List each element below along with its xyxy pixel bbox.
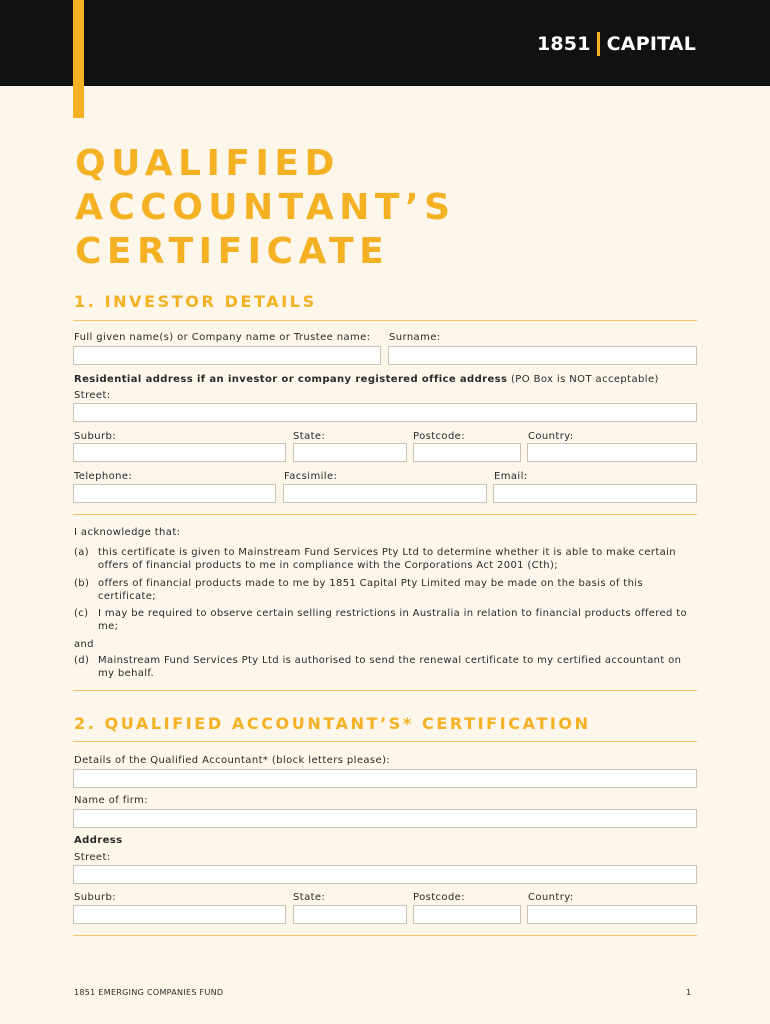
title-line: CERTIFICATE <box>75 231 390 272</box>
logo-number: 1851 <box>536 33 591 55</box>
firm-name-field[interactable] <box>73 809 697 828</box>
acknowledge-item-b <box>74 577 698 603</box>
address-note: (PO Box is NOT acceptable) <box>510 374 659 385</box>
state-label: State: <box>293 431 326 442</box>
facsimile-label: Facsimile: <box>284 471 338 482</box>
item-text: offers of financial products made to me by 1851 Capital Pty Limited may be made on the basis of this certificate; <box>98 578 643 602</box>
full-name-label: Full given name(s) or Company name or Trustee name: <box>74 332 371 343</box>
item-text: this certificate is given to Mainstream Fund Services Pty Ltd to determine whether it is able to make certain offers of financial products to me in compliance with the Corporations Act 2001 (Cth); <box>98 547 676 571</box>
firm-name-label: Name of firm: <box>74 795 149 806</box>
surname-field[interactable] <box>388 346 697 365</box>
acknowledge-and: and <box>74 639 94 650</box>
address-heading-row <box>74 374 659 385</box>
acknowledge-item-d <box>74 654 698 680</box>
state-field-2[interactable] <box>293 905 407 924</box>
accent-bar <box>73 0 84 118</box>
country-field[interactable] <box>527 443 697 462</box>
item-marker: (d) <box>74 655 90 666</box>
country-field-2[interactable] <box>527 905 697 924</box>
surname-label: Surname: <box>389 332 441 343</box>
logo-divider <box>597 32 600 56</box>
page-number: 1 <box>686 988 692 997</box>
postcode-label-2: Postcode: <box>413 892 466 903</box>
title-line: QUALIFIED <box>75 143 340 184</box>
section-divider <box>73 741 697 742</box>
country-label-2: Country: <box>528 892 574 903</box>
suburb-field-2[interactable] <box>73 905 286 924</box>
postcode-field[interactable] <box>413 443 521 462</box>
email-label: Email: <box>494 471 528 482</box>
full-name-field[interactable] <box>73 346 381 365</box>
section-divider <box>73 320 697 321</box>
footer-fund-name: 1851 EMERGING COMPANIES FUND <box>74 988 224 997</box>
item-marker: (c) <box>74 608 89 619</box>
postcode-field-2[interactable] <box>413 905 521 924</box>
section-2-heading: 2. QUALIFIED ACCOUNTANT’S* CERTIFICATION <box>74 714 591 733</box>
title-line: ACCOUNTANT’S <box>75 187 456 228</box>
section-1-heading: 1. INVESTOR DETAILS <box>74 292 317 311</box>
street-field-2[interactable] <box>73 865 697 884</box>
street-field[interactable] <box>73 403 697 422</box>
section-divider <box>73 935 697 936</box>
email-field[interactable] <box>493 484 697 503</box>
telephone-label: Telephone: <box>74 471 133 482</box>
acknowledge-intro: I acknowledge that: <box>74 527 181 538</box>
acknowledge-item-a <box>74 546 698 572</box>
address-heading: Residential address if an investor or company registered office address <box>74 374 508 385</box>
suburb-label-2: Suburb: <box>74 892 116 903</box>
state-field[interactable] <box>293 443 407 462</box>
item-text: I may be required to observe certain selling restrictions in Australia in relation to financial products offered to me; <box>98 608 688 632</box>
accountant-details-label: Details of the Qualified Accountant* (block letters please): <box>74 755 391 766</box>
postcode-label: Postcode: <box>413 431 466 442</box>
street-label: Street: <box>74 390 111 401</box>
document-title <box>75 142 456 274</box>
accountant-details-field[interactable] <box>73 769 697 788</box>
item-marker: (b) <box>74 578 90 589</box>
telephone-field[interactable] <box>73 484 276 503</box>
logo <box>537 32 696 56</box>
state-label-2: State: <box>293 892 326 903</box>
logo-word: CAPITAL <box>606 33 696 55</box>
acknowledge-item-c <box>74 607 698 633</box>
section-divider <box>73 514 697 515</box>
street-label-2: Street: <box>74 852 111 863</box>
suburb-label: Suburb: <box>74 431 116 442</box>
item-marker: (a) <box>74 547 89 558</box>
item-text: Mainstream Fund Services Pty Ltd is authorised to send the renewal certificate to my certified accountant on my behalf. <box>98 655 682 679</box>
section-divider <box>73 690 697 691</box>
country-label: Country: <box>528 431 574 442</box>
facsimile-field[interactable] <box>283 484 487 503</box>
suburb-field[interactable] <box>73 443 286 462</box>
address-heading-2: Address <box>74 835 123 846</box>
